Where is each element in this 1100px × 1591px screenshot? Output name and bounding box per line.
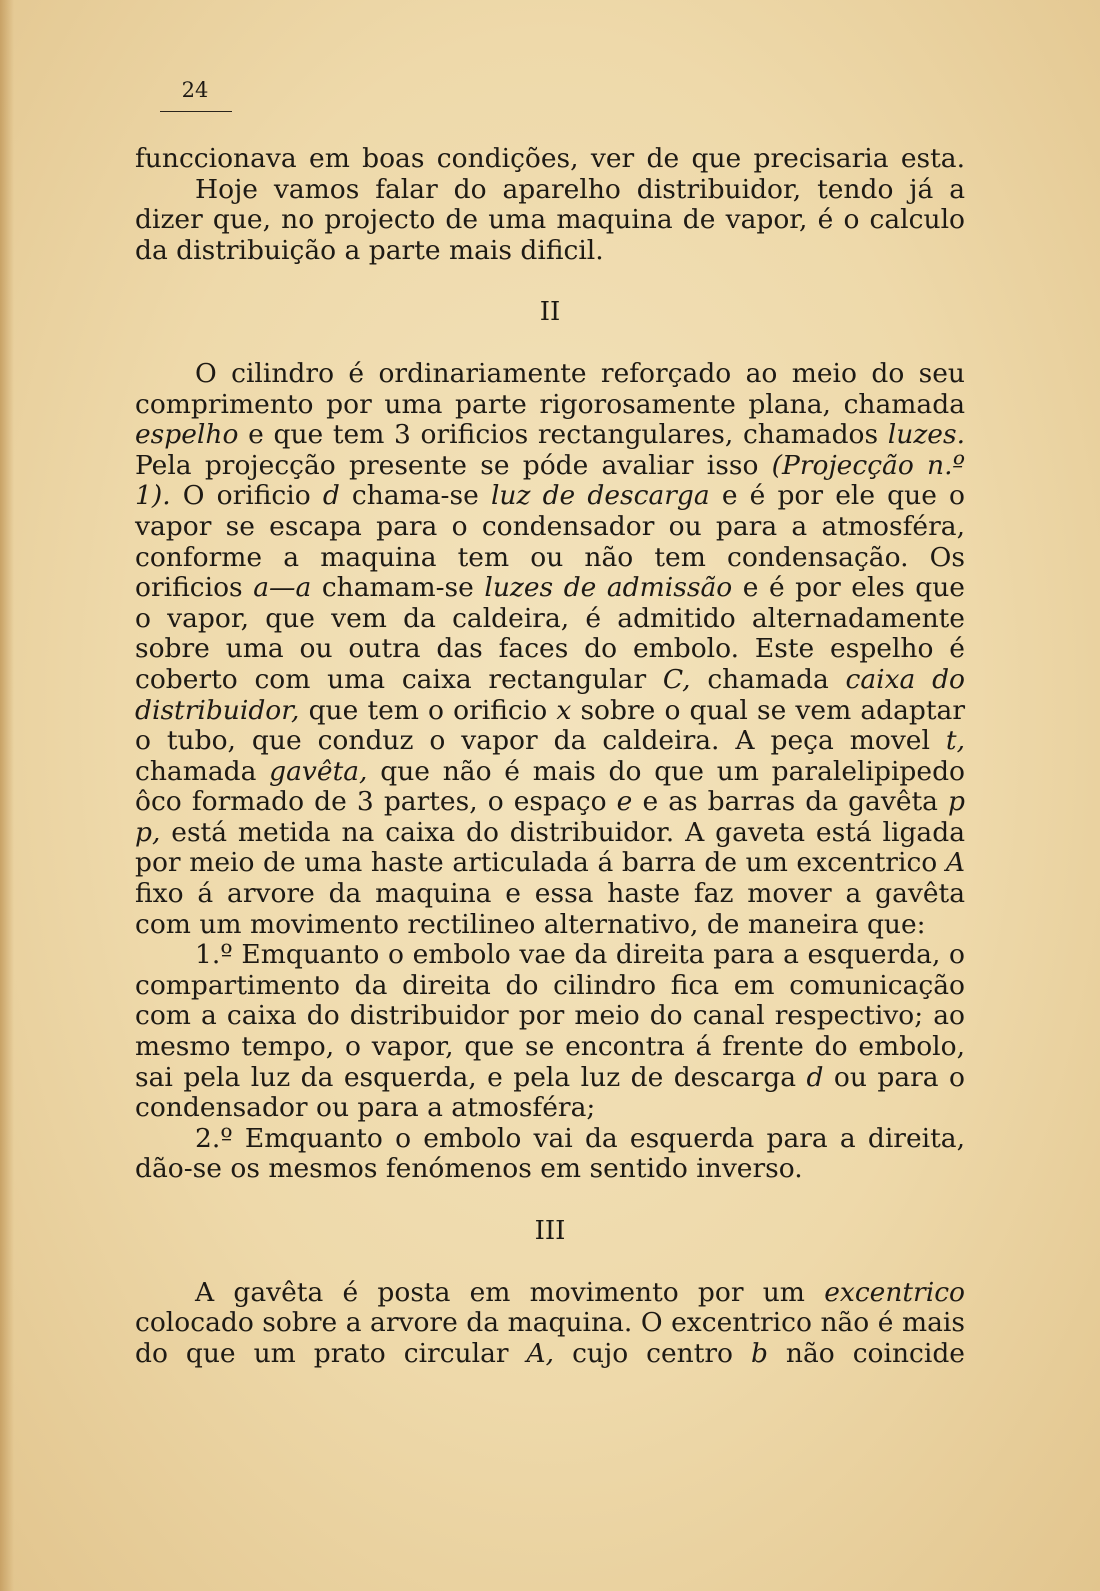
page-edge-shadow: [0, 0, 14, 1591]
paragraph-gaveta: A gavêta é posta em movimento por um excentrico colocado sobre a arvore da maquina. O excentrico não é mais do que um prato circular A, cujo centro b não coincide: [135, 1276, 965, 1369]
paragraph-intro: Hoje vamos falar do aparelho distribuidor, tendo já a dizer que, no projecto de uma maquina de vapor, é o calculo da distribuição a parte mais dificil.: [135, 173, 965, 266]
list-item-2: 2.º Emquanto o embolo vai da esquerda para a direita, dão-se os mesmos fenómenos em sentido inverso.: [135, 1122, 965, 1185]
section-heading-iii: III: [534, 1216, 566, 1246]
page-number: 24: [181, 78, 209, 102]
list-item-1: 1.º Emquanto o embolo vae da direita para a esquerda, o compartimento da direita do cilindro fica em comunicação com a caixa do distribuidor por meio do canal respectivo; ao mesmo tempo, o vapor, que se encontra á frente do embolo, sai pela luz da esquerda, e pela luz de descarga d ou para o condensador ou para a atmosféra;: [135, 939, 966, 1124]
body-text: [135, 144, 965, 1369]
section-heading-ii: II: [539, 297, 561, 328]
paragraph-intro-line: funccionava em boas condições, ver de que precisaria esta.: [135, 143, 965, 174]
paragraph-cilindro: O cilindro é ordinariamente reforçado ao meio do seu comprimento por uma parte rigorosamente plana, chamada espelho e que tem 3 orificios rectangulares, chamados luzes. Pela projecção presente se póde avaliar isso (Projecção n.º 1). O orificio d chama-se luz de descarga e é por ele que o vapor se escapa para o condensador ou para a atmosféra, conforme a maquina tem ou não tem condensação. Os orificios a—a chamam-se luzes de admissão e é por eles que o vapor, que vem da caldeira, é admitido alternadamente sobre uma ou outra das faces do embolo. Este espelho é coberto com uma caixa rectangular C, chamada caixa do distribuidor, que tem o orificio x sobre o qual se vem adaptar o tubo, que conduz o vapor da caldeira. A peça movel t, chamada gavêta, que não é mais do que um paralelipipedo ôco formado de 3 partes, o espaço e e as barras da gavêta p p, está metida na caixa do distribuidor. A gaveta está ligada por meio de uma haste articulada á barra de um excentrico A fixo á arvore da maquina e essa haste faz mover a gavêta com um movimento rectilineo alternativo, de maneira que:: [135, 357, 966, 940]
page-number-rule: [160, 111, 232, 112]
